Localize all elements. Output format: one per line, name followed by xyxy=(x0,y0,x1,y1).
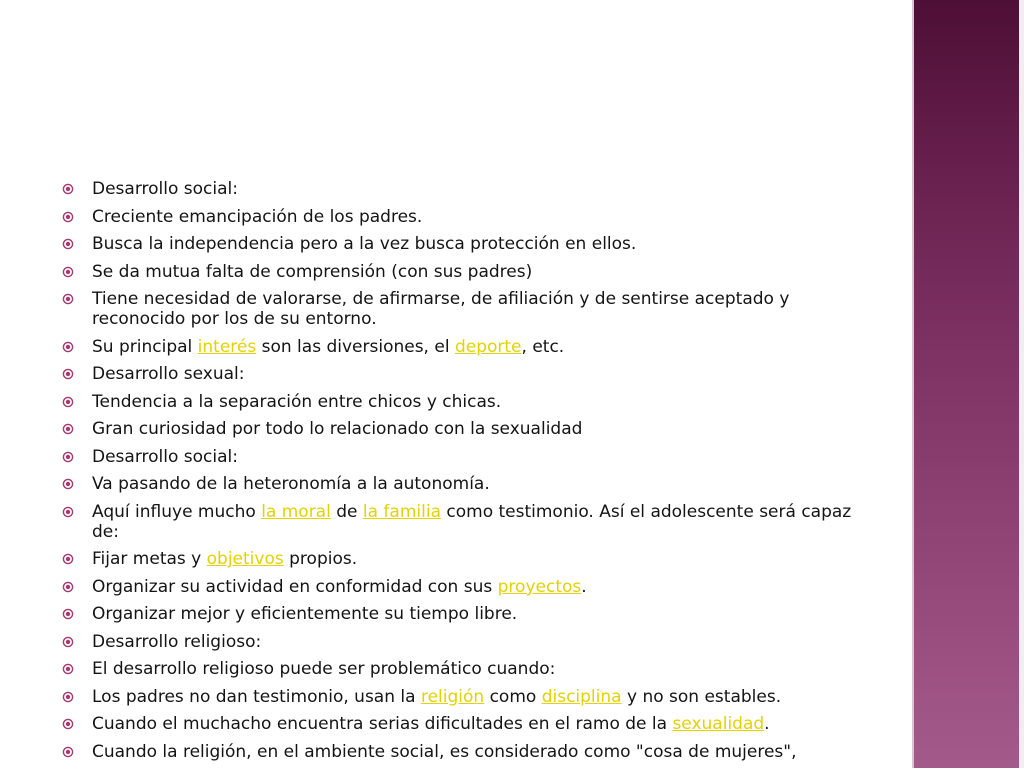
hyperlink[interactable]: objetivos xyxy=(206,549,284,569)
bullet-item xyxy=(62,234,852,254)
bullet-text: Los padres no dan testimonio, usan la xyxy=(92,686,421,707)
circle-bullet-icon xyxy=(62,691,74,703)
circle-bullet-icon xyxy=(62,718,74,730)
bullet-item xyxy=(62,474,852,494)
circle-bullet-icon xyxy=(62,341,74,353)
circle-bullet-icon xyxy=(62,746,74,758)
slide-content xyxy=(62,179,852,769)
circle-bullet-icon xyxy=(62,506,74,518)
hyperlink[interactable]: deporte xyxy=(454,336,522,357)
circle-bullet-icon xyxy=(62,553,74,565)
circle-bullet-icon xyxy=(62,368,74,380)
circle-bullet-icon xyxy=(62,636,74,648)
hyperlink[interactable]: sexualidad xyxy=(672,714,765,734)
bullet-item xyxy=(62,207,852,227)
hyperlink[interactable]: disciplina xyxy=(541,686,622,707)
bullet-text: Tiene necesidad de valorarse, de afirmarse, de afiliación y de sentirse aceptado y reconocido por los de su entorno. xyxy=(92,289,790,329)
bullet-text: propios. xyxy=(283,549,358,569)
circle-bullet-icon xyxy=(62,293,74,305)
circle-bullet-icon xyxy=(62,238,74,250)
circle-bullet-icon xyxy=(62,266,74,278)
bullet-item xyxy=(62,289,852,329)
bullet-text: Su principal xyxy=(92,336,198,357)
bullet-text: Organizar su actividad en conformidad con sus xyxy=(92,576,498,597)
bullet-text: Va pasando de la heteronomía a la autonomía. xyxy=(92,474,490,494)
circle-bullet-icon xyxy=(62,608,74,620)
circle-bullet-icon xyxy=(62,581,74,593)
bullet-text: Desarrollo social: xyxy=(92,446,238,467)
bullet-item xyxy=(62,577,852,597)
bullet-list xyxy=(62,179,852,762)
bullet-text: Tendencia a la separación entre chicos y chicas. xyxy=(92,391,502,412)
bullet-text: Aquí influye mucho xyxy=(92,501,262,522)
bullet-item xyxy=(62,604,852,624)
bullet-item xyxy=(62,262,852,282)
bullet-text: . xyxy=(764,714,770,734)
hyperlink[interactable]: interés xyxy=(197,336,257,357)
bullet-text: Desarrollo religioso: xyxy=(92,631,262,652)
bullet-text: , etc. xyxy=(521,336,565,357)
bullet-text: Creciente emancipación de los padres. xyxy=(92,206,423,227)
bullet-item xyxy=(62,632,852,652)
bullet-item xyxy=(62,659,852,679)
bullet-item xyxy=(62,392,852,412)
bullet-item xyxy=(62,364,852,384)
bullet-item xyxy=(62,179,852,199)
bullet-text: son las diversiones, el xyxy=(256,336,455,357)
bullet-text: Cuando el muchacho encuentra serias dificultades en el ramo de la xyxy=(92,714,673,734)
circle-bullet-icon xyxy=(62,663,74,675)
circle-bullet-icon xyxy=(62,183,74,195)
bullet-text: Gran curiosidad por todo lo relacionado con la sexualidad xyxy=(92,419,583,439)
bullet-text: Organizar mejor y eficientemente su tiempo libre. xyxy=(92,604,518,624)
bullet-text: Se da mutua falta de comprensión (con sus padres) xyxy=(92,261,533,282)
bullet-text: de xyxy=(330,501,363,522)
circle-bullet-icon xyxy=(62,478,74,490)
bullet-text: Desarrollo sexual: xyxy=(92,364,245,384)
bullet-item xyxy=(62,687,852,707)
bullet-text: como xyxy=(484,686,542,707)
circle-bullet-icon xyxy=(62,211,74,223)
bullet-text: como testimonio. Así el adolescente será capaz de: xyxy=(92,501,852,542)
bullet-text: Desarrollo social: xyxy=(92,179,238,199)
bullet-text: . xyxy=(581,576,587,597)
decorative-side-band xyxy=(912,0,1024,768)
circle-bullet-icon xyxy=(62,423,74,435)
bullet-item xyxy=(62,419,852,439)
bullet-item xyxy=(62,549,852,569)
hyperlink[interactable]: la familia xyxy=(362,501,441,522)
bullet-item xyxy=(62,337,852,357)
hyperlink[interactable]: religión xyxy=(420,686,485,707)
bullet-text: Busca la independencia pero a la vez busca protección en ellos. xyxy=(92,234,637,254)
circle-bullet-icon xyxy=(62,396,74,408)
bullet-item xyxy=(62,502,852,542)
bullet-text: Cuando la religión, en el ambiente social, es considerado como "cosa de mujeres", xyxy=(92,741,797,762)
bullet-item xyxy=(62,714,852,734)
bullet-item xyxy=(62,447,852,467)
circle-bullet-icon xyxy=(62,451,74,463)
hyperlink[interactable]: la moral xyxy=(261,501,331,522)
bullet-item xyxy=(62,742,852,762)
bullet-text: y no son estables. xyxy=(621,686,782,707)
decorative-band-edge xyxy=(1019,0,1024,768)
bullet-text: Fijar metas y xyxy=(92,549,207,569)
hyperlink[interactable]: proyectos xyxy=(497,576,582,597)
bullet-text: El desarrollo religioso puede ser problemático cuando: xyxy=(92,659,556,679)
